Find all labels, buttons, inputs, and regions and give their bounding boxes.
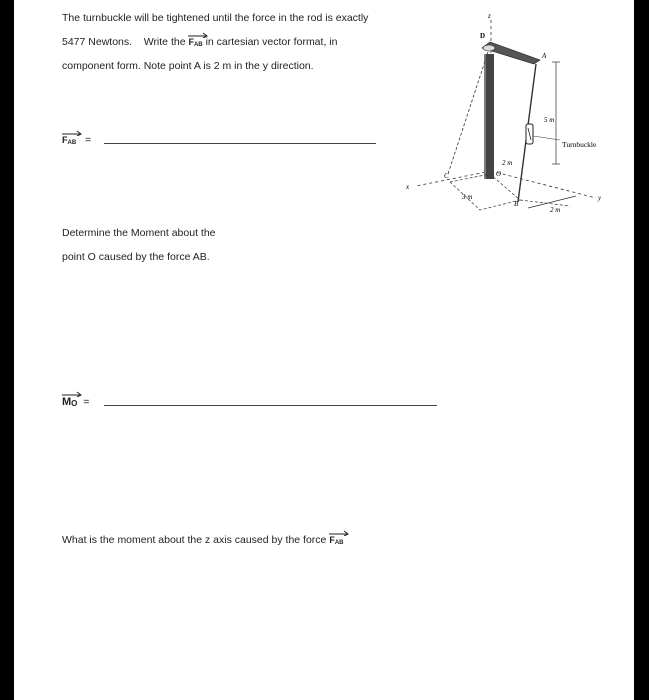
answer-f-ab-blank[interactable] bbox=[104, 143, 376, 144]
problem-line-2 bbox=[62, 36, 337, 48]
label-c: C bbox=[444, 172, 449, 180]
problem-line-2-c: in cartesian vector format, in bbox=[205, 36, 338, 48]
document-page bbox=[14, 0, 634, 700]
label-x: x bbox=[406, 183, 410, 191]
vector-m-o bbox=[62, 396, 77, 408]
answer-m-equals: = bbox=[83, 396, 90, 408]
label-b: B bbox=[514, 200, 519, 208]
label-d: D bbox=[480, 32, 486, 40]
question-3 bbox=[62, 534, 343, 546]
y-axis bbox=[491, 171, 596, 198]
turnbuckle-label: Turnbuckle bbox=[562, 140, 597, 149]
vector-arrow-icon bbox=[329, 530, 349, 536]
vector-f-ab-answer bbox=[62, 135, 76, 145]
problem-line-3: component form. Note point A is 2 m in the y direction. bbox=[62, 60, 314, 72]
vector-arrow-icon bbox=[62, 130, 82, 136]
answer-f-letter: F bbox=[62, 135, 68, 145]
vector-arrow-icon bbox=[62, 391, 82, 397]
vector-f-ab-q3 bbox=[329, 535, 343, 545]
answer-m-letter: M bbox=[62, 396, 72, 408]
label-a: A bbox=[542, 52, 547, 60]
question-2-line-2: point O caused by the force AB. bbox=[62, 251, 210, 263]
q3-f-letter: F bbox=[329, 535, 335, 545]
pivot-d bbox=[483, 45, 495, 51]
label-o: O bbox=[496, 170, 502, 178]
problem-line-2-a: 5477 Newtons. bbox=[62, 36, 133, 48]
answer-m-subscript: O bbox=[71, 399, 78, 408]
label-y: y bbox=[598, 194, 602, 202]
problem-line-2-b: Write the bbox=[143, 36, 186, 48]
turnbuckle-figure bbox=[400, 6, 620, 220]
vector-f-subscript: AB bbox=[193, 42, 203, 48]
dim-3m-label: 3 m bbox=[462, 193, 473, 201]
answer-m-o-label bbox=[62, 396, 89, 408]
vector-f-letter: F bbox=[188, 37, 194, 47]
base-outline bbox=[450, 174, 520, 210]
answer-f-equals: = bbox=[84, 134, 92, 146]
answer-m-o-blank[interactable] bbox=[104, 405, 437, 406]
question-3-text: What is the moment about the z axis caused by the force bbox=[62, 534, 327, 546]
vector-f-ab bbox=[188, 37, 202, 47]
dim-5m-label: 5 m bbox=[544, 116, 555, 124]
dim-2m-a-label: 2 m bbox=[502, 159, 513, 167]
q3-f-subscript: AB bbox=[334, 540, 344, 546]
post bbox=[484, 54, 494, 179]
vector-arrow-icon bbox=[188, 32, 208, 38]
question-2-line-1: Determine the Moment about the bbox=[62, 227, 216, 239]
answer-f-subscript: AB bbox=[67, 140, 77, 146]
cable-cd bbox=[448, 52, 488, 174]
base-extension bbox=[520, 200, 570, 206]
dim-2m-b-label: 2 m bbox=[550, 206, 561, 214]
problem-line-1: The turnbuckle will be tightened until the force in the rod is exactly bbox=[62, 12, 369, 24]
x-axis bbox=[416, 171, 491, 186]
answer-f-ab-label bbox=[62, 134, 91, 146]
label-z: z bbox=[488, 12, 491, 20]
